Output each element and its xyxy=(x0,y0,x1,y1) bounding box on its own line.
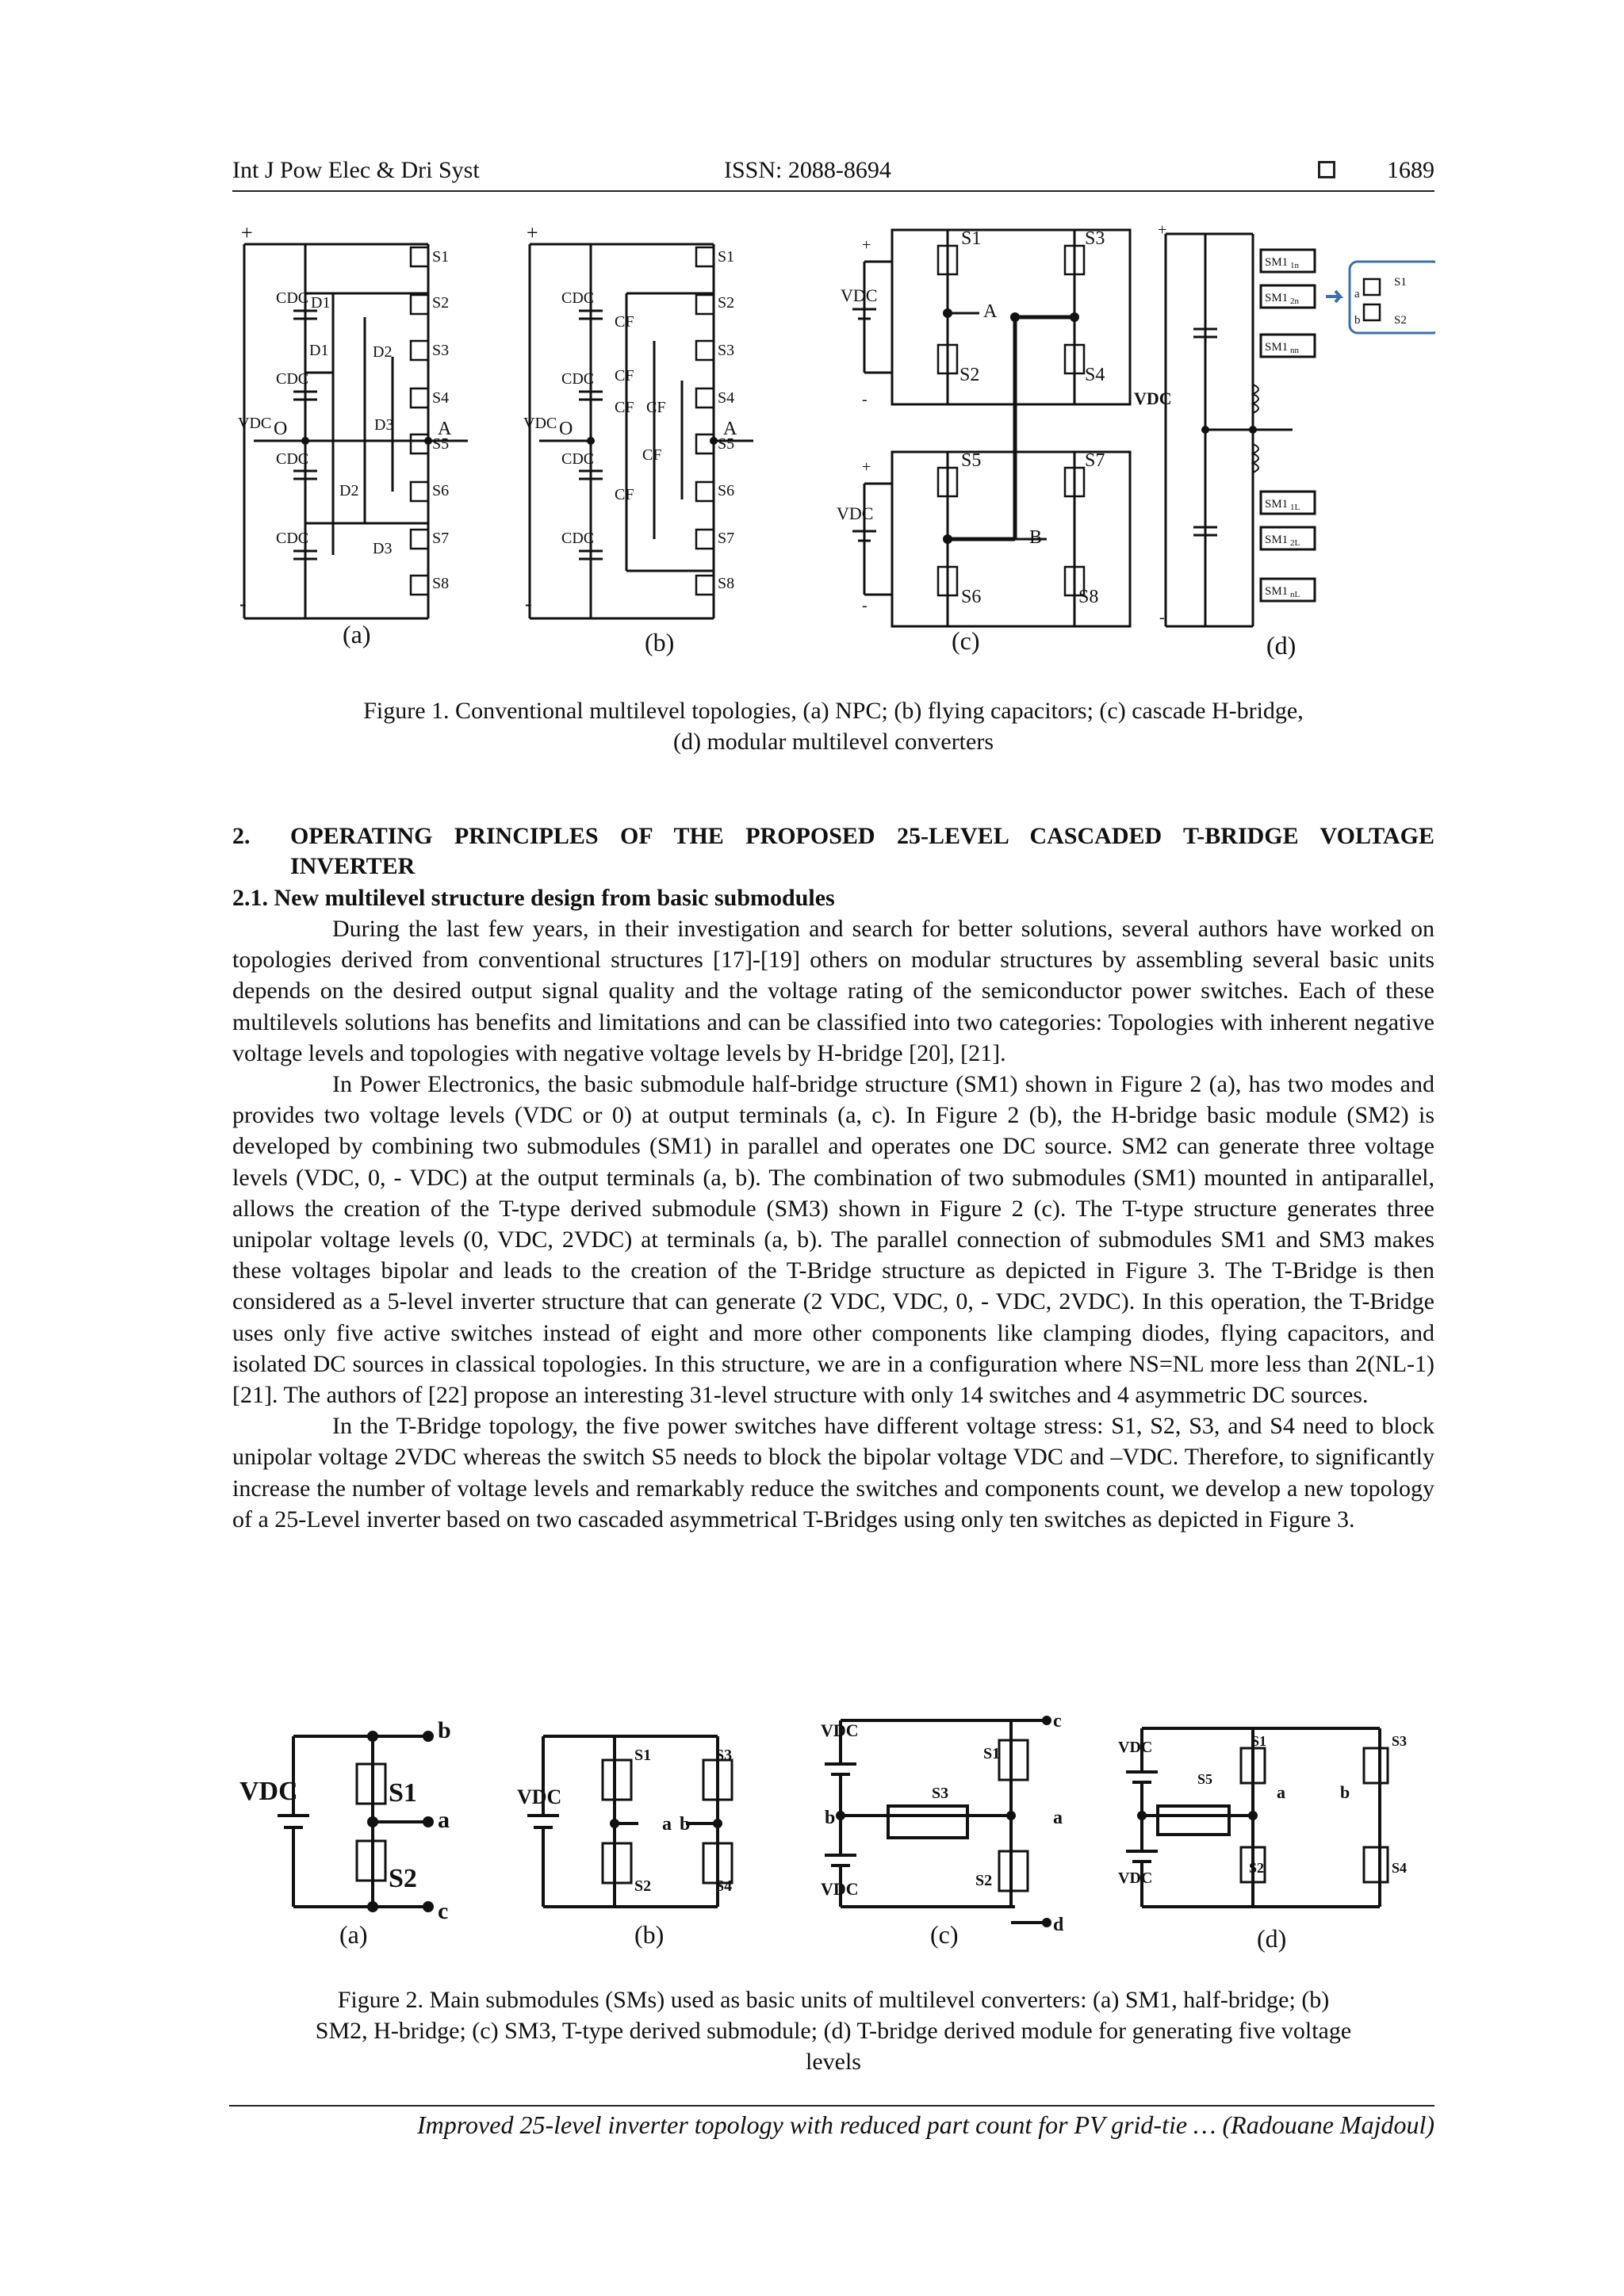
circuit-label: 2n xyxy=(1290,297,1299,306)
circuit-label: S2 xyxy=(959,365,980,385)
circuit-label: S2 xyxy=(432,294,450,312)
circuit-label: d xyxy=(1053,1915,1064,1935)
circuit-label: S1 xyxy=(718,248,735,266)
checkbox-icon xyxy=(1318,161,1335,178)
circuit-label: S2 xyxy=(718,294,735,312)
circuit-label: VDC xyxy=(523,415,557,432)
circuit-label: VDC xyxy=(1118,1739,1153,1756)
circuit-label: S1 xyxy=(1394,276,1407,289)
fig1-panel-c-label: (c) xyxy=(952,626,980,655)
circuit-label: S5 xyxy=(718,435,735,453)
circuit-label: a xyxy=(1354,288,1360,300)
circuit-label: VDC xyxy=(1134,388,1172,408)
circuit-label: S4 xyxy=(715,1877,733,1895)
circuit-label: S7 xyxy=(1085,450,1105,471)
circuit-label: b xyxy=(438,1717,451,1743)
circuit-label: a xyxy=(1053,1808,1063,1828)
fig1a-cdc-1-label: CDC xyxy=(276,289,309,307)
circuit-label: nL xyxy=(1290,590,1300,599)
circuit-label: S4 xyxy=(1085,365,1105,385)
circuit-label: A xyxy=(723,419,737,439)
fig2-panel-d-label: (d) xyxy=(1257,1924,1287,1953)
circuit-label: S2 xyxy=(975,1872,993,1889)
circuit-label: S3 xyxy=(1392,1733,1408,1749)
paragraph-3: In the T-Bridge topology, the five power switches have different voltage stress: S1, S2, S3, and S4 need to block unipolar voltage 2VDC whereas the switch S5 needs to block the bipolar voltage VDC and –VDC. Therefore, to significantly increase the number of voltage levels and remarkably reduce the switches and components count, we develop a new topology of a 25-Level inverter based on two cascaded asymmetrical T-Bridges using only ten switches as depicted in Figure 3. xyxy=(232,1413,1434,1533)
circuit-label: S4 xyxy=(718,389,735,407)
circuit-label: S3 xyxy=(932,1785,949,1802)
circuit-label: S3 xyxy=(718,342,735,359)
circuit-label: S2 xyxy=(1394,314,1407,327)
circuit-label: SM1 xyxy=(1265,585,1289,598)
circuit-label: S7 xyxy=(432,530,450,547)
circuit-label: SM1 xyxy=(1265,292,1289,304)
circuit-label: - xyxy=(525,592,532,615)
circuit-label: O xyxy=(559,419,573,439)
circuit-label: VDC xyxy=(517,1785,562,1808)
circuit-label: D2 xyxy=(339,482,359,499)
circuit-label: D1 xyxy=(309,342,329,359)
circuit-label: S3 xyxy=(1085,228,1105,249)
section-2-title: OPERATING PRINCIPLES OF THE PROPOSED 25-LEVEL CASCADED T-BRIDGE VOLTAGE INVERTER xyxy=(290,823,1434,879)
figure-2-caption xyxy=(232,1984,1434,2077)
circuit-label: + xyxy=(862,236,871,254)
circuit-label: D3 xyxy=(373,540,393,557)
circuit-label: S5 xyxy=(1197,1771,1213,1787)
circuit-label: CDC xyxy=(561,370,595,388)
circuit-label: S7 xyxy=(718,530,735,547)
circuit-label: SM1 xyxy=(1265,534,1289,546)
circuit-label: VDC xyxy=(821,1879,859,1899)
journal-name: Int J Pow Elec & Dri Syst xyxy=(232,157,480,183)
circuit-label: A xyxy=(438,419,452,439)
circuit-label: a xyxy=(1277,1782,1285,1802)
circuit-label: - xyxy=(1159,609,1165,626)
issn: ISSN: 2088-8694 xyxy=(724,157,891,183)
circuit-label: nn xyxy=(1290,346,1299,355)
figure-2-caption-line1: Figure 2. Main submodules (SMs) used as basic units of multilevel converters: (a) SM1, half-bridge; (b) xyxy=(337,1987,1330,2013)
circuit-label: S1 xyxy=(1251,1733,1267,1749)
circuit-label: CDC xyxy=(561,450,595,468)
circuit-label: SM1 xyxy=(1265,256,1289,269)
running-footer: Improved 25-level inverter topology with reduced part count for PV grid-tie … (Radouane Majdoul) xyxy=(417,2110,1434,2139)
figure-1 xyxy=(230,222,1435,666)
circuit-label: S5 xyxy=(432,435,450,453)
circuit-label: S5 xyxy=(961,450,982,471)
circuit-label: S1 xyxy=(432,248,450,266)
fig1-panel-b-label: (b) xyxy=(645,628,675,656)
circuit-label: S3 xyxy=(715,1747,733,1764)
circuit-label: S2 xyxy=(634,1877,652,1895)
circuit-label: a xyxy=(662,1814,672,1835)
circuit-label: S1 xyxy=(634,1747,652,1764)
paragraph-2: In Power Electronics, the basic submodule half-bridge structure (SM1) shown in Figure 2 (a), has two modes and provides two voltage levels (VDC or 0) at output terminals (a, c). In Figure 2 (b), the H-bridge basic module (SM2) is developed by combining two submodules (SM1) in parallel and operates one DC source. SM2 can generate three voltage levels (VDC, 0, - VDC) at the output terminals (a, b). The combination of two submodules (SM1) mounted in antiparallel, allows the creation of the T-type derived submodule (SM3) shown in Figure 2 (c). The T-type structure generates three unipolar voltage levels (0, VDC, 2VDC) at terminals (a, b). The parallel connection of submodules SM1 and SM3 makes these voltages bipolar and leads to the creation of the T-Bridge structure as depicted in Figure 3. The T-Bridge is then considered as a 5-level inverter structure that can generate (2 VDC, VDC, 0, - VDC, 2VDC). In this operation, the T-Bridge uses only five active switches instead of eight and more other components like clamping diodes, flying capacitors, and isolated DC sources in classical topologies. In this structure, we are in a configuration where NS=NL more less than 2(NL-1) [21]. The authors of [22] propose an interesting 31-level structure with only 14 switches and 4 asymmetric DC sources. xyxy=(232,1071,1434,1409)
circuit-label: CF xyxy=(615,367,634,385)
circuit-label: D3 xyxy=(374,416,394,434)
fig2-panel-c-label: (c) xyxy=(930,1920,959,1949)
circuit-label: + xyxy=(862,458,871,476)
circuit-label: S8 xyxy=(718,575,735,592)
circuit-label: O xyxy=(274,419,288,439)
circuit-label: CF xyxy=(615,313,634,331)
page-number: 1689 xyxy=(1387,157,1434,183)
circuit-label: S6 xyxy=(961,587,982,607)
circuit-label: S1 xyxy=(983,1745,1001,1762)
circuit-label: 2L xyxy=(1290,538,1300,548)
figure-2-caption-line3: levels xyxy=(806,2049,861,2075)
body-text xyxy=(232,913,1434,1535)
circuit-label: S6 xyxy=(718,482,735,499)
circuit-label: CDC xyxy=(561,530,595,547)
circuit-label: CF xyxy=(642,446,662,464)
circuit-label: VDC xyxy=(821,1720,859,1740)
circuit-label: b xyxy=(1354,314,1361,327)
circuit-label: 1L xyxy=(1290,503,1300,512)
circuit-label: B xyxy=(1029,527,1043,548)
circuit-label: S1 xyxy=(961,228,982,249)
circuit-label: 1n xyxy=(1290,261,1299,270)
figure-1-caption-line2: (d) modular multilevel converters xyxy=(672,729,994,755)
circuit-label: VDC xyxy=(1118,1869,1153,1887)
fig1c-cascade-h-bridge xyxy=(852,230,1130,626)
figure-2-drawing xyxy=(230,1705,1435,1966)
figure-1-caption xyxy=(232,695,1434,757)
circuit-label: VDC xyxy=(238,415,272,432)
fig2-panel-b-label: (b) xyxy=(634,1920,665,1949)
fig1-panel-a-label: (a) xyxy=(343,620,371,649)
circuit-label: S4 xyxy=(1392,1860,1408,1876)
circuit-label: c xyxy=(1053,1711,1062,1732)
circuit-label: b xyxy=(680,1814,691,1835)
circuit-label: D1 xyxy=(311,294,331,312)
circuit-label: S1 xyxy=(389,1778,417,1808)
circuit-label: - xyxy=(862,597,868,614)
circuit-label: S2 xyxy=(389,1864,417,1893)
section-2-number: 2. xyxy=(232,823,251,849)
circuit-label: a xyxy=(438,1807,450,1833)
figure-1-caption-line1: Figure 1. Conventional multilevel topologies, (a) NPC; (b) flying capacitors; (c) cascade H-bridge, xyxy=(363,698,1304,724)
circuit-label: + xyxy=(241,222,253,244)
circuit-label: S3 xyxy=(432,342,450,359)
circuit-label: A xyxy=(983,301,998,322)
circuit-label: CDC xyxy=(276,450,309,468)
figure-1-drawing xyxy=(230,222,1435,666)
paragraph-1: During the last few years, in their investigation and search for better solutions, several authors have worked on topologies derived from conventional structures [17]-[19] others on modular structures by assembling several basic units depends on the desired output signal quality and the voltage rating of the semiconductor power switches. Each of these multilevels solutions has benefits and limitations and can be classified into two categories: Topologies with inherent negative voltage levels and topologies with negative voltage levels by H-bridge [20], [21]. xyxy=(232,916,1434,1066)
circuit-label: S8 xyxy=(1078,587,1099,607)
circuit-label: S8 xyxy=(432,575,450,592)
circuit-label: SM1 xyxy=(1265,498,1289,511)
running-header xyxy=(232,155,1434,192)
circuit-label: CDC xyxy=(276,370,309,388)
section-2-heading xyxy=(232,821,1434,883)
circuit-label: b xyxy=(825,1808,836,1828)
circuit-label: VDC xyxy=(239,1777,298,1806)
circuit-label: c xyxy=(438,1898,449,1924)
circuit-label: S2 xyxy=(1249,1860,1265,1876)
circuit-label: D2 xyxy=(373,343,393,361)
footer-divider xyxy=(229,2105,1434,2107)
circuit-label: VDC xyxy=(837,503,874,523)
fig1-panel-d-label: (d) xyxy=(1266,631,1297,660)
section-2-1-heading: 2.1. New multilevel structure design from basic submodules xyxy=(232,885,835,911)
fig2-panel-a-label: (a) xyxy=(339,1920,368,1949)
circuit-label: - xyxy=(862,391,868,408)
circuit-label: CF xyxy=(646,399,666,416)
circuit-label: CDC xyxy=(276,530,309,547)
circuit-label: S6 xyxy=(432,482,450,499)
circuit-label: VDC xyxy=(841,285,878,305)
circuit-label: CF xyxy=(615,486,634,503)
circuit-label: SM1 xyxy=(1265,341,1289,354)
figure-2 xyxy=(230,1705,1435,1966)
circuit-label: + xyxy=(527,222,538,244)
circuit-label: CDC xyxy=(561,289,595,307)
circuit-label: + xyxy=(1158,222,1167,239)
circuit-label: b xyxy=(1340,1782,1350,1802)
circuit-label: S4 xyxy=(432,389,450,407)
figure-2-caption-line2: SM2, H-bridge; (c) SM3, T-type derived submodule; (d) T-bridge derived module for generating five voltage xyxy=(315,2018,1352,2044)
circuit-label: - xyxy=(239,592,247,615)
circuit-label: CF xyxy=(615,399,634,416)
